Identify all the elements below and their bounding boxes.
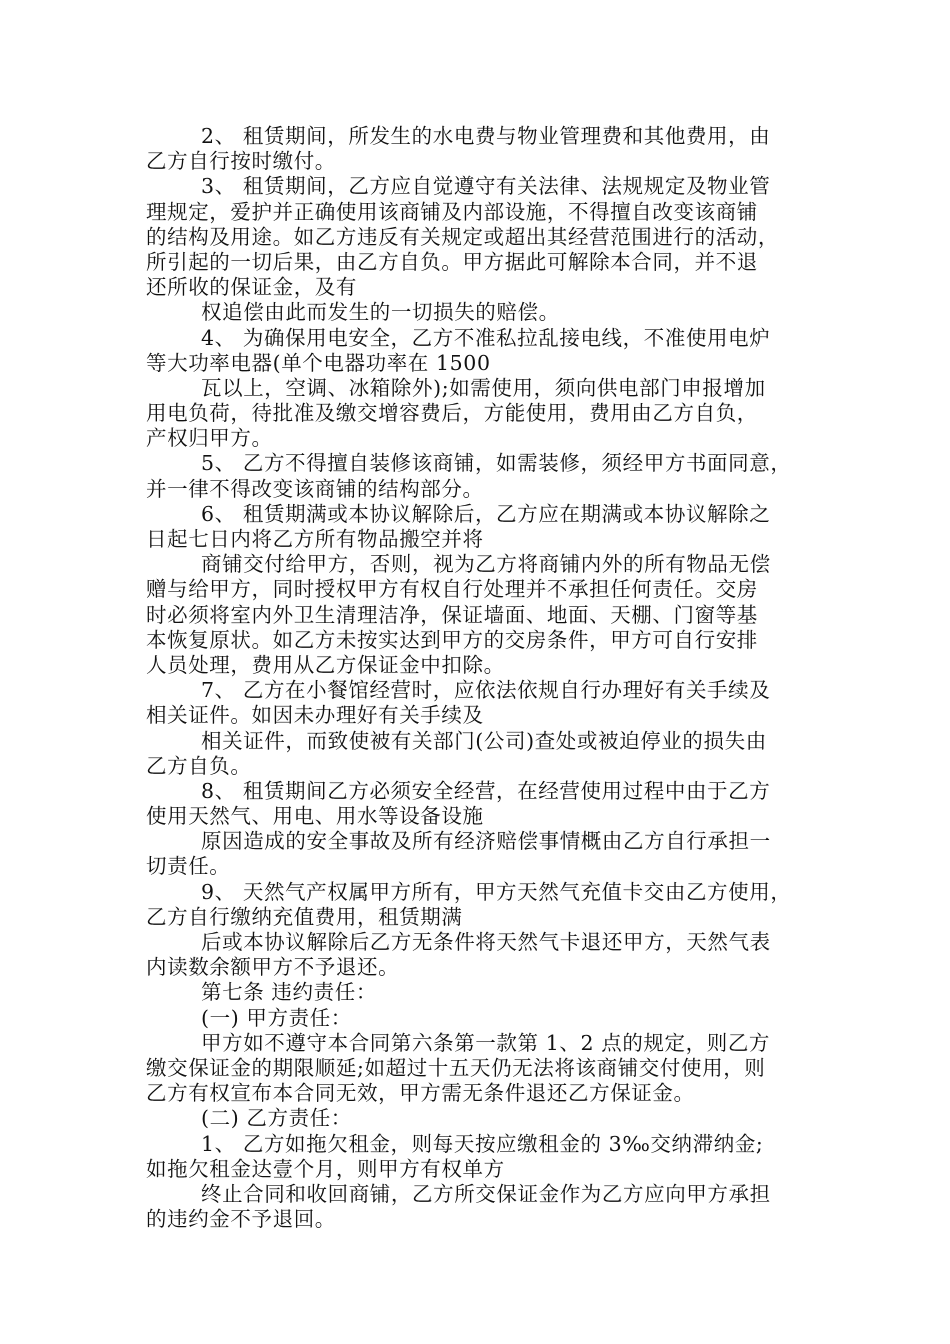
text-line: 甲方如不遵守本合同第六条第一款第 1、2 点的规定，则乙方 xyxy=(201,1030,771,1055)
text-line: 2、 租赁期间，所发生的水电费与物业管理费和其他费用，由 xyxy=(201,124,771,148)
text-line: 本恢复原状。如乙方未按实达到甲方的交房条件，甲方可自行安排 xyxy=(146,627,758,652)
text-line: (一) 甲方责任： xyxy=(201,1005,352,1030)
text-line: 缴交保证金的期限顺延;如超过十五天仍无法将该商铺交付使用，则 xyxy=(146,1055,766,1080)
text-line: 相关证件，而致使被有关部门(公司)查处或被迫停业的损失由 xyxy=(201,728,767,753)
text-line: 乙方自行按时缴付。 xyxy=(146,149,336,174)
text-line: 9、 天然气产权属甲方所有，甲方天然气充值卡交由乙方使用， xyxy=(201,879,792,904)
text-line: 的结构及用途。如乙方违反有关规定或超出其经营范围进行的活动， xyxy=(146,224,779,249)
text-line: 第七条 违约责任： xyxy=(201,980,377,1005)
text-line: 1、 乙方如拖欠租金，则每天按应缴租金的 3‰交纳滞纳金; xyxy=(201,1131,764,1156)
text-line: 乙方自负。 xyxy=(146,753,252,778)
text-line: 并一律不得改变该商铺的结构部分。 xyxy=(146,476,484,501)
text-line: 所引起的一切后果，由乙方自负。甲方据此可解除本合同，并不退 xyxy=(146,249,758,274)
document-body xyxy=(146,124,806,1232)
text-line: 7、 乙方在小餐馆经营时，应依法依规自行办理好有关手续及 xyxy=(201,678,771,703)
text-line: 还所收的保证金，及有 xyxy=(146,275,357,300)
text-line: 乙方有权宣布本合同无效，甲方需无条件退还乙方保证金。 xyxy=(146,1081,695,1106)
text-line: 用电负荷，待批准及缴交增容费后，方能使用，费用由乙方自负， xyxy=(146,401,758,426)
text-line: 商铺交付给甲方，否则，视为乙方将商铺内外的所有物品无偿 xyxy=(201,552,771,577)
text-line: 原因造成的安全事故及所有经济赔偿事情概由乙方自行承担一 xyxy=(201,829,771,854)
text-line: 权追偿由此而发生的一切损失的赔偿。 xyxy=(201,300,560,325)
text-line: 时必须将室内外卫生清理洁净，保证墙面、地面、天棚、门窗等基 xyxy=(146,602,758,627)
text-line: 日起七日内将乙方所有物品搬空并将 xyxy=(146,527,484,551)
text-line: 相关证件。如因未办理好有关手续及 xyxy=(146,703,484,728)
text-line: 8、 租赁期间乙方必须安全经营，在经营使用过程中由于乙方 xyxy=(201,778,771,803)
text-line: 终止合同和收回商铺，乙方所交保证金作为乙方应向甲方承担 xyxy=(201,1181,771,1206)
text-line: 人员处理，费用从乙方保证金中扣除。 xyxy=(146,652,505,677)
text-line: 内读数余额甲方不予退还。 xyxy=(146,955,400,980)
text-line: 产权归甲方。 xyxy=(146,426,273,451)
text-line: 瓦以上，空调、冰箱除外);如需使用，须向供电部门申报增加 xyxy=(201,375,766,400)
text-line: 5、 乙方不得擅自装修该商铺，如需装修，须经甲方书面同意， xyxy=(201,451,792,476)
text-line: 如拖欠租金达壹个月，则甲方有权单方 xyxy=(146,1156,505,1181)
text-line: (二) 乙方责任： xyxy=(201,1106,352,1131)
text-line: 后或本协议解除后乙方无条件将天然气卡退还甲方，天然气表 xyxy=(201,930,771,954)
text-line: 乙方自行缴纳充值费用，租赁期满 xyxy=(146,904,463,929)
text-line: 等大功率电器(单个电器功率在 1500 xyxy=(146,350,491,375)
text-line: 切责任。 xyxy=(146,854,231,879)
text-line: 的违约金不予退回。 xyxy=(146,1207,336,1232)
text-line: 6、 租赁期满或本协议解除后，乙方应在期满或本协议解除之 xyxy=(201,501,771,526)
text-line: 理规定，爱护并正确使用该商铺及内部设施，不得擅自改变该商铺 xyxy=(146,199,758,224)
text-line: 3、 租赁期间，乙方应自觉遵守有关法律、法规规定及物业管 xyxy=(201,174,771,199)
text-line: 使用天然气、用电、用水等设备设施 xyxy=(146,804,484,829)
text-line: 4、 为确保用电安全，乙方不准私拉乱接电线，不准使用电炉 xyxy=(201,325,771,350)
text-line: 赠与给甲方，同时授权甲方有权自行处理并不承担任何责任。交房 xyxy=(146,577,758,602)
